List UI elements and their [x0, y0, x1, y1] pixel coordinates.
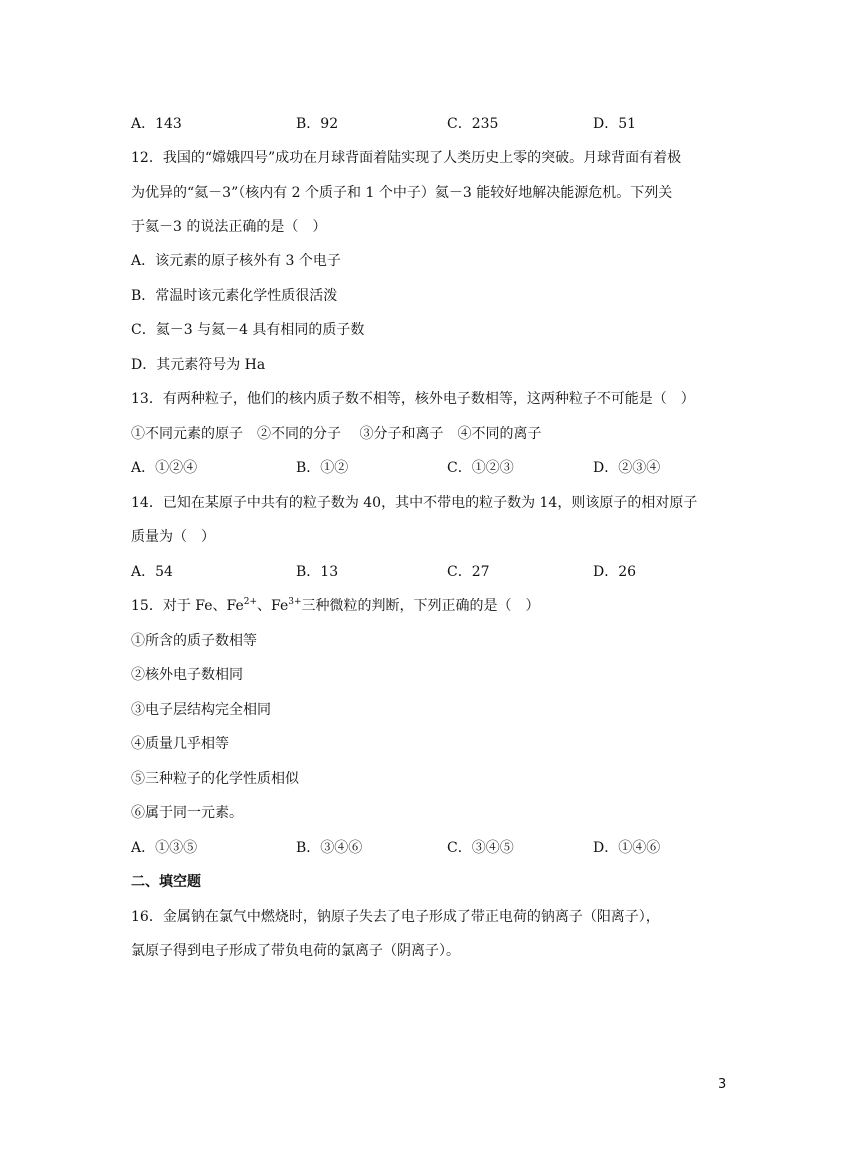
q15-statement-3: ③电子层结构完全相同 [131, 702, 271, 718]
q14-option-b: B．13 [296, 564, 339, 580]
q12-stem-line-3: 于氦－3 的说法正确的是（ ） [131, 219, 327, 235]
q15-option-c: C．③④⑤ [447, 840, 514, 856]
q12-option-b: B．常温时该元素化学性质很活泼 [131, 288, 338, 304]
q15-statement-4: ④质量几乎相等 [131, 736, 229, 752]
q15-option-a: A．①③⑤ [131, 840, 198, 856]
section-heading-fill-in: 二、填空题 [131, 874, 201, 890]
q11-option-d: D．51 [593, 116, 637, 132]
q15-stem-a: 15．对于 Fe、Fe [131, 598, 244, 614]
q11-option-c: C．235 [447, 116, 499, 132]
q15-statement-2: ②核外电子数相同 [131, 667, 243, 683]
q15-stem [131, 596, 540, 616]
q12-option-a: A．该元素的原子核外有 3 个电子 [131, 253, 341, 269]
q12-option-d: D．其元素符号为 Ha [131, 357, 266, 373]
q15-statement-5: ⑤三种粒子的化学性质相似 [131, 771, 299, 787]
q13-option-b: B．①② [296, 460, 349, 476]
q15-statement-1: ①所含的质子数相等 [131, 633, 257, 649]
q15-option-d: D．①④⑥ [593, 840, 661, 856]
q14-option-c: C．27 [447, 564, 490, 580]
q12-stem-line-2: 为优异的“氦－3”（核内有 2 个质子和 1 个中子）氦－3 能较好地解决能源危机。下列关 [131, 185, 673, 201]
q16-text-line-2: 氯原子得到电子形成了带负电荷的氯离子（阴离子）。 [131, 943, 460, 959]
q15-statement-6: ⑥属于同一元素。 [131, 805, 243, 821]
q15-charge-3plus: 3+ [288, 597, 302, 607]
q11-option-b: B．92 [296, 116, 339, 132]
q14-option-d: D．26 [593, 564, 637, 580]
q12-option-c: C．氦－3 与氦－4 具有相同的质子数 [131, 322, 365, 338]
q13-option-a: A．①②④ [131, 460, 198, 476]
q15-option-b: B．③④⑥ [296, 840, 363, 856]
q13-option-c: C．①②③ [447, 460, 514, 476]
q16-text-line-1: 16．金属钠在氯气中燃烧时，钠原子失去了电子形成了带正电荷的钠离子（阳离子）， [131, 909, 660, 925]
q14-option-a: A．54 [131, 564, 173, 580]
page-number: 3 [718, 1077, 727, 1092]
q14-stem-line-2: 质量为（ ） [131, 529, 215, 545]
q13-stem-line-1: 13．有两种粒子，他们的核内质子数不相等，核外电子数相等，这两种粒子不可能是（ ） [131, 391, 695, 407]
q12-stem-line-1: 12．我国的“嫦娥四号”成功在月球背面着陆实现了人类历史上零的突破。月球背面有着极 [131, 150, 682, 166]
q13-option-d: D．②③④ [593, 460, 661, 476]
q14-stem-line-1: 14．已知在某原子中共有的粒子数为 40，其中不带电的粒子数为 14，则该原子的相对原子 [131, 495, 698, 511]
q11-option-a: A．143 [131, 116, 182, 132]
q15-stem-c: 三种微粒的判断，下列正确的是（ ） [301, 598, 540, 614]
q13-stem-line-2: ①不同元素的原子 ②不同的分子 ③分子和离子 ④不同的离子 [131, 426, 542, 442]
q15-stem-b: 、Fe [257, 598, 289, 614]
q15-charge-2plus: 2+ [243, 597, 258, 607]
